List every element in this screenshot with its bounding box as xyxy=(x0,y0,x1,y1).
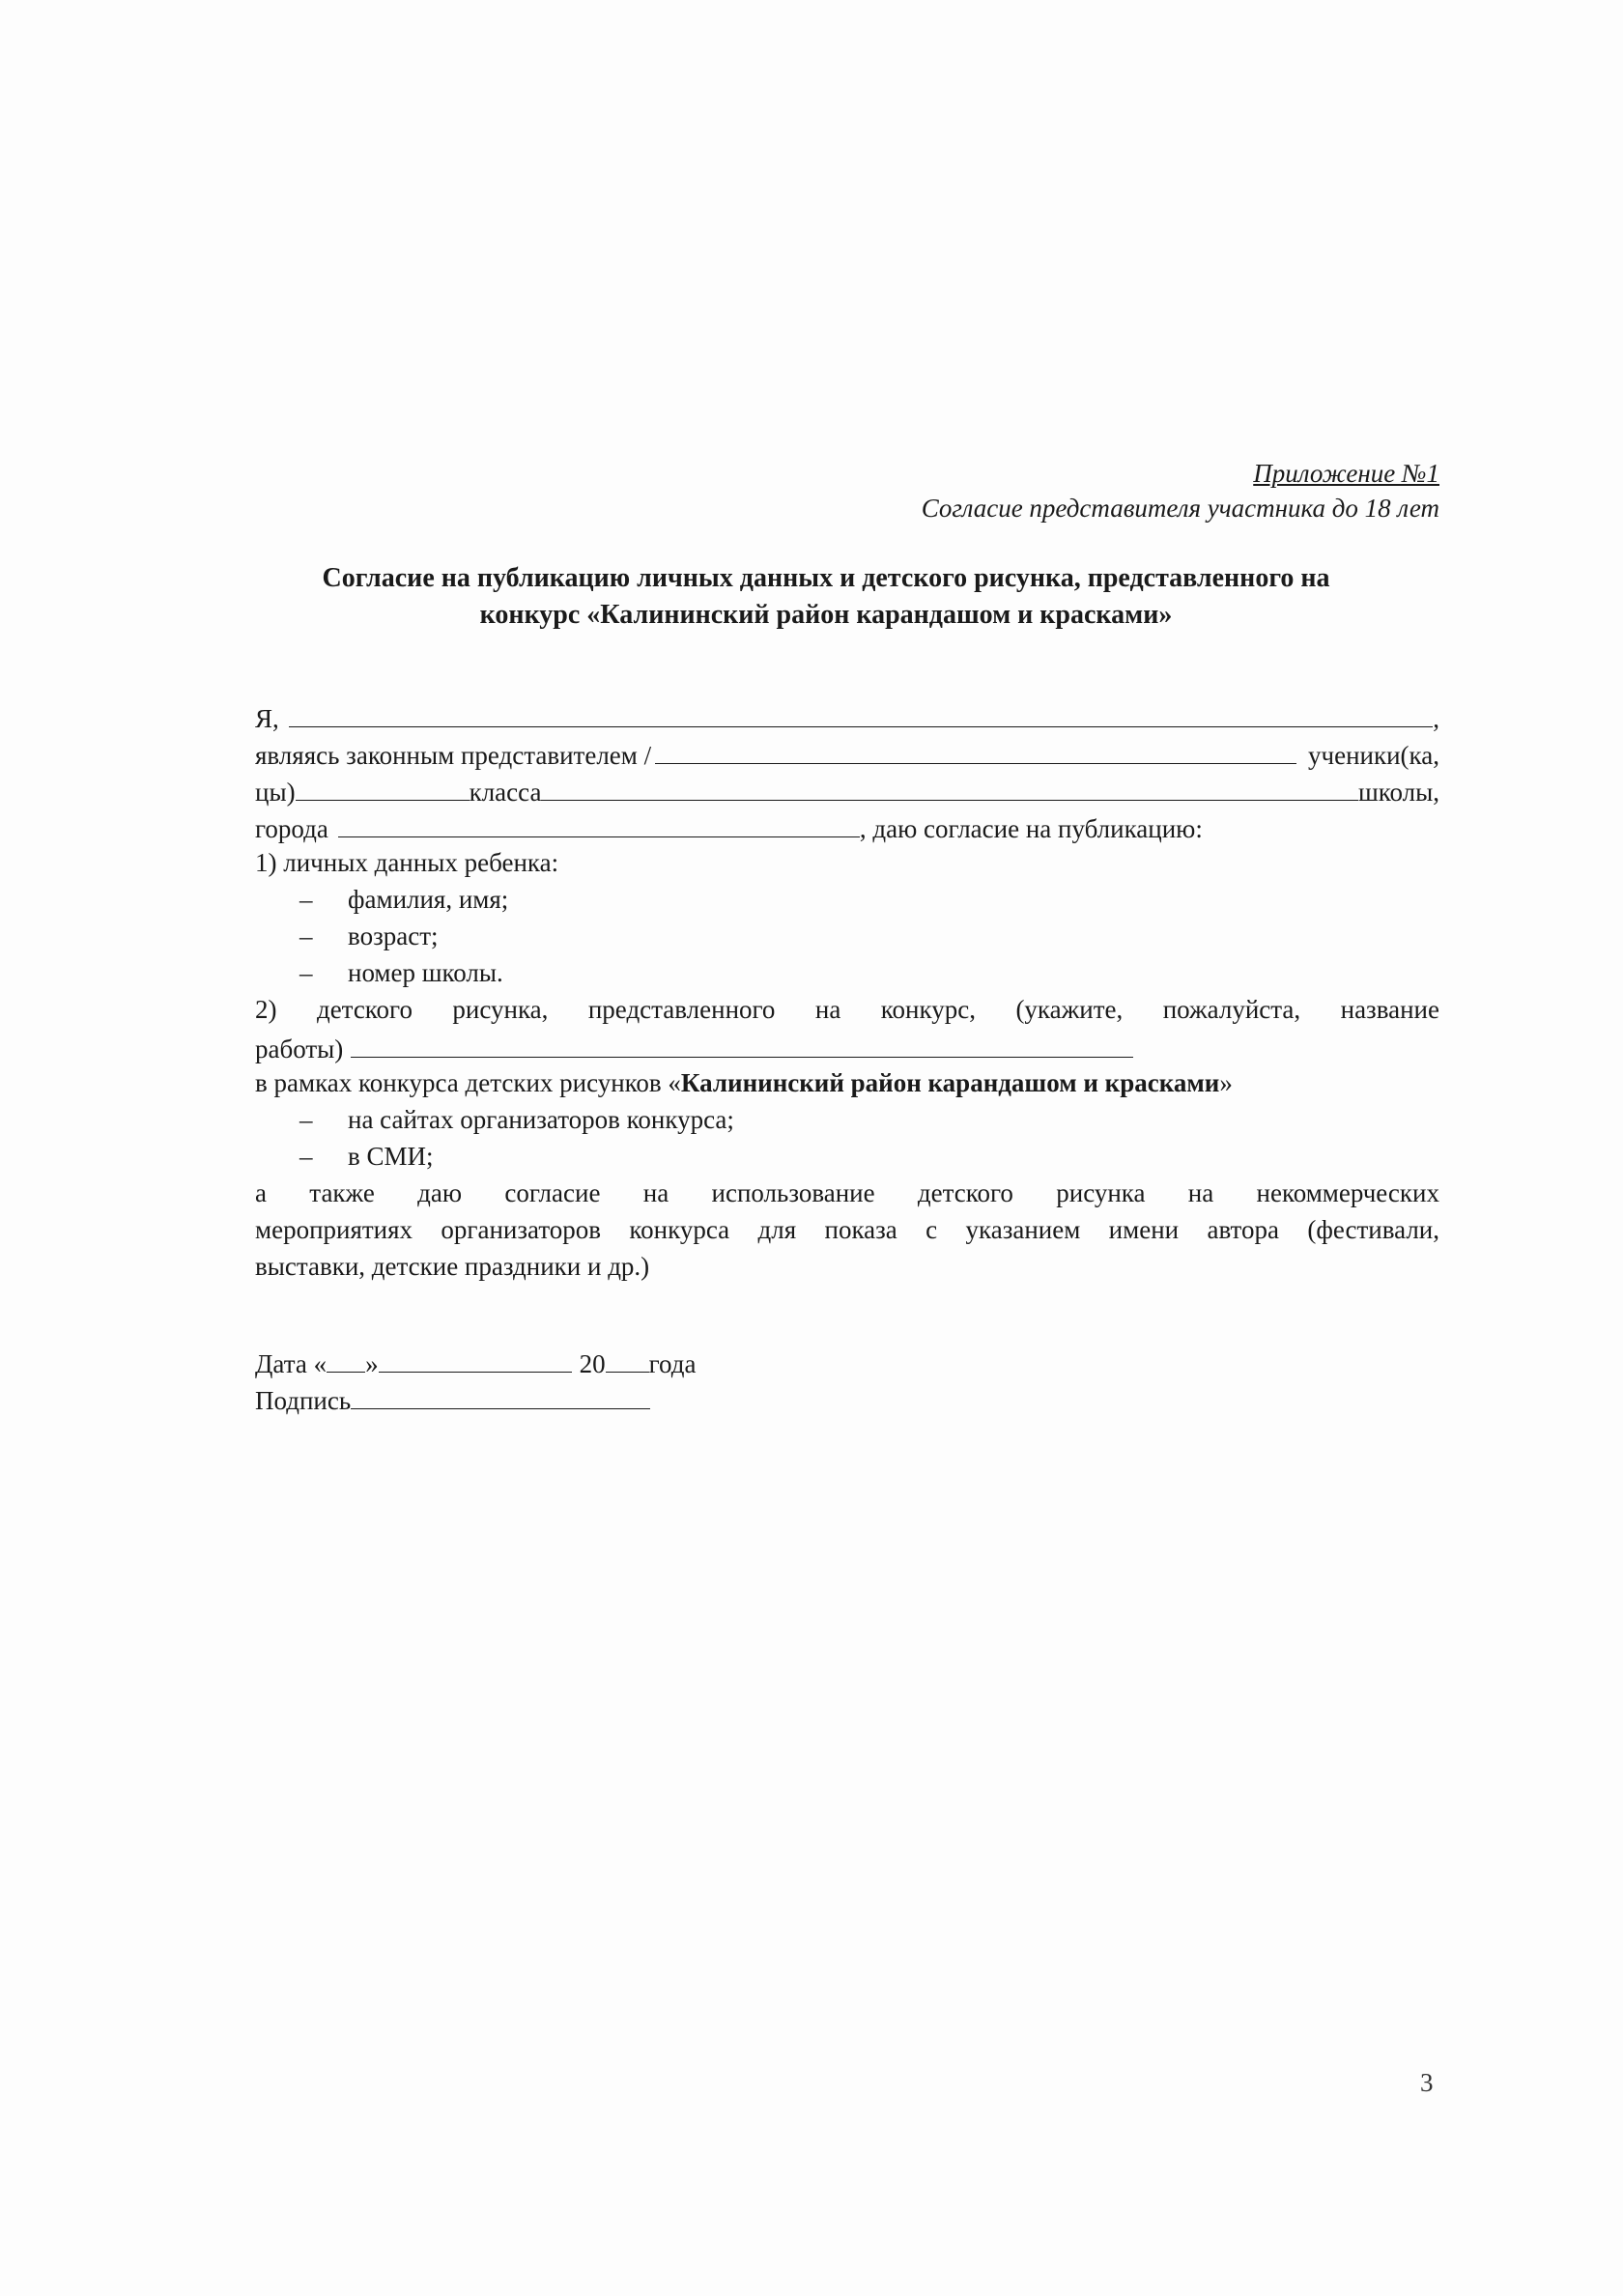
also-consent-line-2: мероприятиях организаторов конкурса для показа с указанием имени автора (фестивали, xyxy=(255,1215,1439,1244)
item-1: 1) личных данных ребенка: xyxy=(255,848,559,877)
sub-item-1-3: – номер школы. xyxy=(299,958,503,987)
name-line xyxy=(255,697,1439,737)
work-title-field[interactable] xyxy=(351,1028,1133,1058)
sub-item-1-2: – возраст; xyxy=(299,921,439,950)
sub-item-1-1: – фамилия, имя; xyxy=(299,885,509,914)
work-label: работы) xyxy=(255,1035,344,1063)
consent-text: , даю согласие на публикацию: xyxy=(859,814,1203,843)
signature-field[interactable] xyxy=(351,1379,650,1409)
sub-item-2-1: – на сайтах организаторов конкурса; xyxy=(299,1105,734,1134)
i-label: Я, xyxy=(255,704,279,733)
annex-title: Приложение №1 xyxy=(1253,459,1439,488)
annex-subtitle: Согласие представителя участника до 18 лет xyxy=(921,494,1439,523)
sub-item-2-2: – в СМИ; xyxy=(299,1142,434,1171)
year-prefix: 20 xyxy=(579,1349,606,1378)
signature-label: Подпись xyxy=(255,1386,352,1415)
year-suffix: года xyxy=(648,1349,697,1378)
representative-line xyxy=(255,734,1439,774)
also-consent-line-1: а также даю согласие на использование детского рисунка на некоммерческих xyxy=(255,1178,1439,1207)
child-name-field[interactable] xyxy=(655,734,1296,764)
city-line xyxy=(255,808,1203,847)
date-label: Дата « xyxy=(255,1349,327,1378)
date-day-field[interactable] xyxy=(327,1343,365,1373)
school-field[interactable] xyxy=(541,771,1358,801)
representative-name-field[interactable] xyxy=(289,697,1433,727)
comma: , xyxy=(1433,704,1439,733)
signature-line xyxy=(255,1379,650,1419)
contest-name: Калининский район карандашом и красками xyxy=(680,1068,1220,1097)
grade-field[interactable] xyxy=(296,771,470,801)
grade-label: класса xyxy=(469,778,542,807)
date-month-field[interactable] xyxy=(379,1343,572,1373)
city-label: города xyxy=(255,814,328,843)
item-2-line-1: 2) детского рисунка, представленного на конкурс, (укажите, пожалуйста, название xyxy=(255,995,1439,1024)
also-consent-line-3: выставки, детские праздники и др.) xyxy=(255,1252,650,1281)
document-title-line-2: конкурс «Калининский район карандашом и красками» xyxy=(479,600,1173,630)
grade-prefix: цы) xyxy=(255,778,296,807)
document-title-line-1: Согласие на публикацию личных данных и детского рисунка, представленного на xyxy=(322,563,1330,593)
item-2-line-2 xyxy=(255,1028,1133,1067)
date-year-field[interactable] xyxy=(606,1343,649,1373)
date-line: Дата « » 20 года xyxy=(255,1343,696,1382)
contest-line: в рамках конкурса детских рисунков «Калининский район карандашом и красками» xyxy=(255,1068,1233,1097)
page-number: 3 xyxy=(1420,2068,1434,2097)
city-field[interactable] xyxy=(338,808,860,837)
pupil-label: ученики(ка, xyxy=(1308,741,1439,770)
school-label: школы, xyxy=(1357,778,1439,807)
representative-label: являясь законным представителем / xyxy=(255,741,652,770)
grade-school-line xyxy=(255,771,1439,810)
